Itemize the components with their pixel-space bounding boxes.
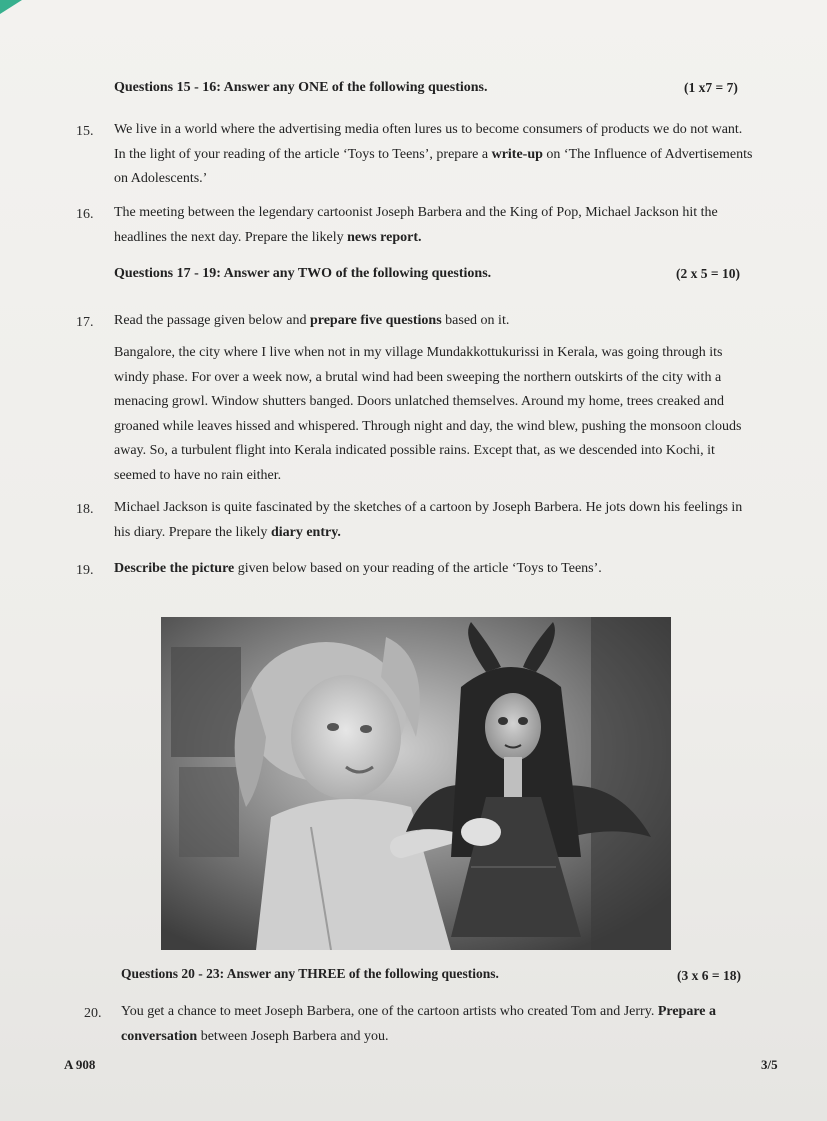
section-b-marks: (2 x 5 = 10) [676, 266, 740, 281]
section-a-marks: (1 x7 = 7) [684, 80, 738, 95]
corner-tab [0, 0, 22, 14]
q16-text: The meeting between the legendary cartoonist Joseph Barbera and the King of Pop, Michael Jackson hit the headlines the next day. Prepare the likely news report. [114, 205, 718, 245]
q15-text: We live in a world where the advertising media often lures us to become consumers of products we do not want. In the light of your reading of the article ‘Toys to Teens’, prepare a write-up on ‘The Influence of Advertisements on Adolescents.’ [114, 122, 753, 186]
girl-with-doll-photo [161, 617, 671, 950]
q18-number: 18. [76, 502, 94, 517]
section-a-heading: Questions 15 - 16: Answer any ONE of the following questions. [114, 80, 488, 95]
q16-number: 16. [76, 207, 94, 222]
q19-text: Describe the picture given below based on your reading of the article ‘Toys to Teens’. [114, 561, 602, 576]
q17-number: 17. [76, 315, 94, 330]
q17-text: Read the passage given below and prepare five questions based on it. [114, 313, 510, 328]
q15-number: 15. [76, 124, 94, 139]
q20-text: You get a chance to meet Joseph Barbera, one of the cartoon artists who created Tom and Jerry. Prepare a conversation between Joseph Barbera and you. [121, 1004, 716, 1044]
q18-text: Michael Jackson is quite fascinated by the sketches of a cartoon by Joseph Barbera. He jots down his feelings in his diary. Prepare the likely diary entry. [114, 500, 743, 540]
section-b-heading: Questions 17 - 19: Answer any TWO of the following questions. [114, 266, 492, 281]
page-number: 3/5 [761, 1057, 778, 1072]
q19-number: 19. [76, 563, 94, 578]
section-c-heading: Questions 20 - 23: Answer any THREE of the following questions. [121, 966, 499, 981]
paper-code: A 908 [64, 1057, 96, 1072]
section-c-marks: (3 x 6 = 18) [677, 968, 741, 983]
q17-passage: Bangalore, the city where I live when not in my village Mundakkottukurissi in Kerala, was going through its windy phase. For over a week now, a brutal wind had been sweeping the northern outskirts of the city with a menacing growl. Window shutters banged. Doors unlatched themselves. Around my home, trees creaked and groaned while leaves hissed and whispered. Through night and day, the wind blew, pushing the monsoon clouds away. So, a turbulent flight into Kerala indicated possible rains. Except that, as we descended into Kochi, it seemed to have no rain either. [114, 345, 742, 483]
q20-number: 20. [84, 1006, 102, 1021]
